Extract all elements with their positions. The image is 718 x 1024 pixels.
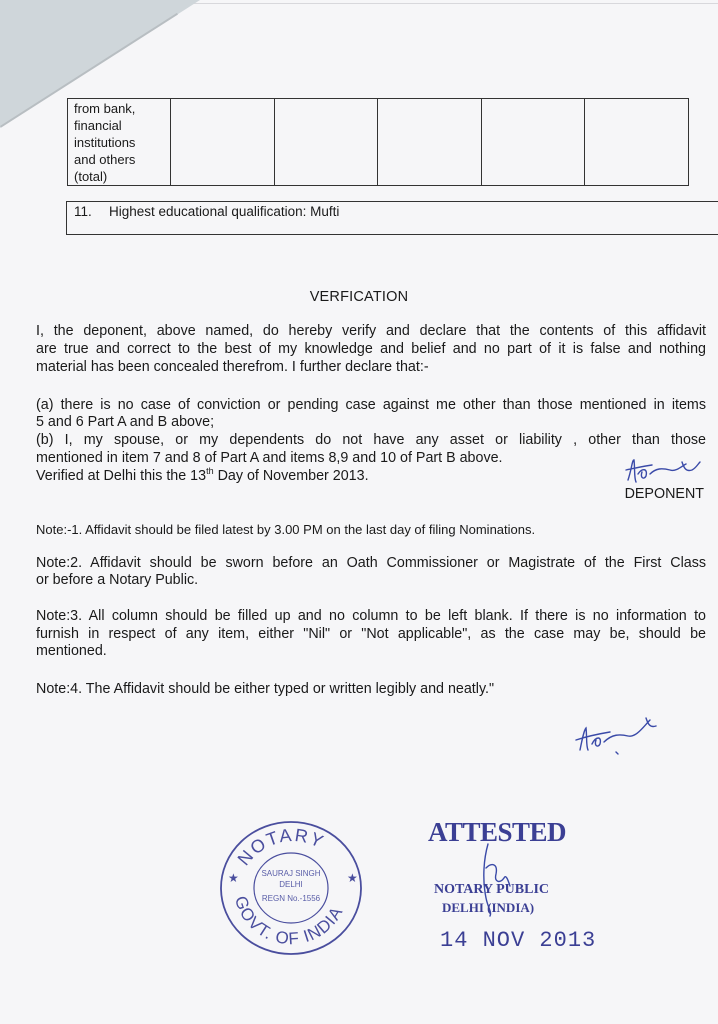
page-edge xyxy=(185,3,718,4)
seal-regn: REGN No.-1556 xyxy=(261,894,321,903)
seal-star-icon: ★ xyxy=(347,871,358,885)
label-line: from bank, xyxy=(74,101,136,116)
attested-role: NOTARY PUBLIC xyxy=(434,882,550,897)
point-b-line: mentioned in item 7 and 8 of Part A and items 8,9 and 10 of Part B above. xyxy=(36,450,503,466)
signature xyxy=(572,714,667,760)
seal-city: DELHI xyxy=(279,880,303,889)
qualification-text: Highest educational qualification: Mufti xyxy=(109,204,340,219)
verification-line: I, the deponent, above named, do hereby verify and declare that the contents of this affidavit xyxy=(36,323,706,339)
label-line: and others xyxy=(74,152,136,167)
deponent-label: DEPONENT xyxy=(624,486,704,502)
verified-sup: th xyxy=(206,466,214,477)
point-b-line: (b) I, my spouse, or my dependents do not have any asset or liability , other than those xyxy=(36,432,706,448)
verified-line xyxy=(36,468,706,485)
verification-line: are true and correct to the best of my knowledge and belief and no part of it is false and nothing xyxy=(36,341,706,357)
verification-line: material has been concealed therefrom. I further declare that:- xyxy=(36,359,429,375)
label-line: institutions xyxy=(74,135,136,150)
seal-arc-top: NOTARY xyxy=(233,824,328,870)
seal-arc-bottom: GOVT. OF INDIA xyxy=(230,893,347,949)
assets-table xyxy=(67,98,689,186)
note-1: Note:-1. Affidavit should be filed latest by 3.00 PM on the last day of filing Nominations. xyxy=(36,522,536,537)
note-2-line: or before a Notary Public. xyxy=(36,572,199,588)
table-cell xyxy=(481,99,585,186)
point-a-line: 5 and 6 Part A and B above; xyxy=(36,414,215,430)
note-3-line: Note:3. All column should be filled up and no column to be left blank. If there is no information to xyxy=(36,608,706,624)
verified-suffix: Day of November 2013. xyxy=(213,468,369,484)
note-2-line: Note:2. Affidavit should be sworn before an Oath Commissioner or Magistrate of the First Class xyxy=(36,555,706,571)
note-3-line: mentioned. xyxy=(36,643,107,659)
seal-name: SAURAJ SINGH xyxy=(261,869,321,878)
table-row xyxy=(68,99,689,186)
table-cell xyxy=(274,99,378,186)
label-line: (total) xyxy=(74,169,108,184)
deponent-signature xyxy=(622,454,712,490)
note-4: Note:4. The Affidavit should be either typed or written legibly and neatly." xyxy=(36,681,495,697)
qualification-number: 11. xyxy=(74,204,92,219)
point-a-line: (a) there is no case of conviction or pending case against me other than those mentioned in items xyxy=(36,397,706,413)
label-line: financial xyxy=(74,118,122,133)
qualification-row xyxy=(66,201,718,235)
note-3-line: furnish in respect of any item, either "Nil" or "Not applicable", as the case may be, should be xyxy=(36,626,706,642)
attested-date: 14 NOV 2013 xyxy=(440,928,597,953)
table-cell-label xyxy=(68,99,171,186)
verification-heading: VERFICATION xyxy=(309,289,409,305)
table-cell xyxy=(585,99,689,186)
seal-star-icon: ★ xyxy=(228,871,239,885)
attested-title: ATTESTED xyxy=(428,817,567,847)
notary-seal xyxy=(216,814,366,959)
table-cell xyxy=(378,99,482,186)
attested-place: DELHI (INDIA) xyxy=(442,900,535,915)
table-cell xyxy=(171,99,275,186)
verified-prefix: Verified at Delhi this the 13 xyxy=(36,468,207,484)
